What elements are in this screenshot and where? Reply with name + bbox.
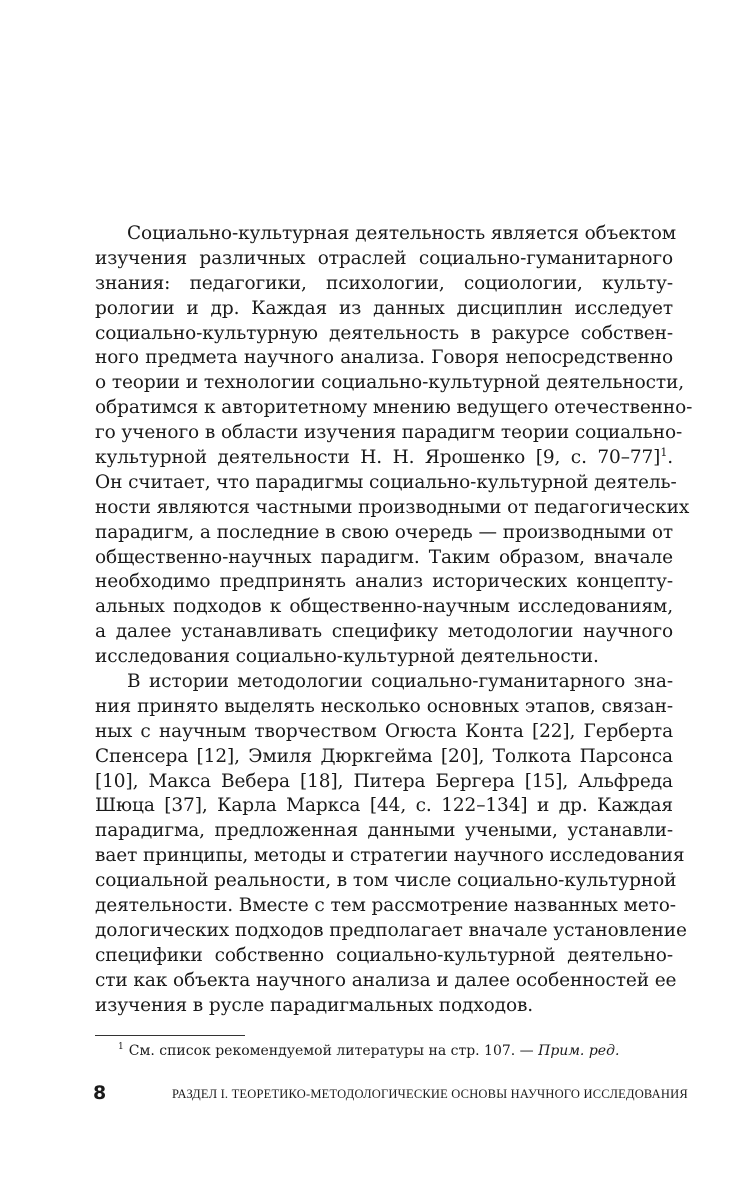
text-line: Он считает, что парадигмы социально-культурной деятель- <box>95 471 677 493</box>
text-line: ного предмета научного анализа. Говоря непосредственно <box>95 347 673 369</box>
text-line: вает принципы, методы и стратегии научного исследования <box>95 845 685 867</box>
text-line: изучения различных отраслей социально-гуманитарного <box>95 247 673 269</box>
footnote-divider <box>95 1035 245 1036</box>
text-line: деятельности. Вместе с тем рассмотрение названных мето- <box>95 895 676 917</box>
text-line-content: культурной деятельности Н. Н. Ярошенко [9, с. 70–77] <box>95 447 661 469</box>
text-line: социально-культурную деятельность в ракурсе собствен- <box>95 322 673 344</box>
text-line: Шюца [37], Карла Маркса [44, с. 122–134] и др. Каждая <box>95 795 673 817</box>
text-line: рологии и др. Каждая из данных дисциплин исследует <box>95 297 673 319</box>
text-line: [10], Макса Вебера [18], Питера Бергера [15], Альфреда <box>95 770 673 792</box>
text-line: Социально-культурная деятельность является объектом <box>127 223 677 244</box>
text-line: ных с научным творчеством Огюста Конта [22], Герберта <box>95 720 673 742</box>
text-line: необходимо предпринять анализ исторических концепту- <box>95 571 673 593</box>
text-line: исследования социально-культурной деятельности. <box>95 646 599 668</box>
text-line: а далее устанавливать специфику методологии научного <box>95 621 673 643</box>
footnote-mark: 1 <box>118 1042 124 1053</box>
text-line: ния принято выделять несколько основных этапов, связан- <box>95 695 673 717</box>
text-line: альных подходов к общественно-научным исследованиям, <box>95 596 673 618</box>
text-line: социальной реальности, в том числе социально-культурной <box>95 870 677 892</box>
text-line: дологических подходов предполагает вначале установление <box>95 919 687 941</box>
text-line: сти как объекта научного анализа и далее особенностей ее <box>95 969 677 991</box>
text-line: парадигм, а последние в свою очередь — производными от <box>95 521 673 543</box>
footnote <box>118 1040 678 1062</box>
text-line: ности являются частными производными от педагогических <box>95 496 690 518</box>
text-line: специфики собственно социально-культурной деятельно- <box>95 944 673 966</box>
text-line: В истории методологии социально-гуманитарного зна- <box>127 671 673 693</box>
footnote-text: См. список рекомендуемой литературы на стр. 107. — <box>128 1043 534 1059</box>
text-line: общественно-научных парадигм. Таким образом, вначале <box>95 546 673 568</box>
text-line: знания: педагогики, психологии, социологии, культу- <box>95 272 673 294</box>
main-text <box>95 222 693 1019</box>
text-line: изучения в русле парадигмальных подходов. <box>95 994 534 1016</box>
footnote-editor-note: Прим. ред. <box>538 1043 620 1059</box>
text-line: Спенсера [12], Эмиля Дюркгейма [20], Толкота Парсонса <box>95 745 673 767</box>
text-line: о теории и технологии социально-культурной деятельности, <box>95 372 685 394</box>
text-line-with-footnote: культурной деятельности Н. Н. Ярошенко [9, с. 70–77]$^1$. <box>95 445 673 469</box>
text-line: парадигма, предложенная данными учеными, устанавли- <box>95 820 673 842</box>
footnote-reference: 1 <box>660 445 668 459</box>
running-head: РАЗДЕЛ I. ТЕОРЕТИКО-МЕТОДОЛОГИЧЕСКИЕ ОСНОВЫ НАУЧНОГО ИССЛЕДОВАНИЯ <box>172 1087 688 1101</box>
text-line: го ученого в области изучения парадигм теории социально- <box>95 422 683 444</box>
page-number: 8 <box>93 1082 107 1104</box>
text-line: обратимся к авторитетному мнению ведущего отечественно- <box>95 397 693 419</box>
